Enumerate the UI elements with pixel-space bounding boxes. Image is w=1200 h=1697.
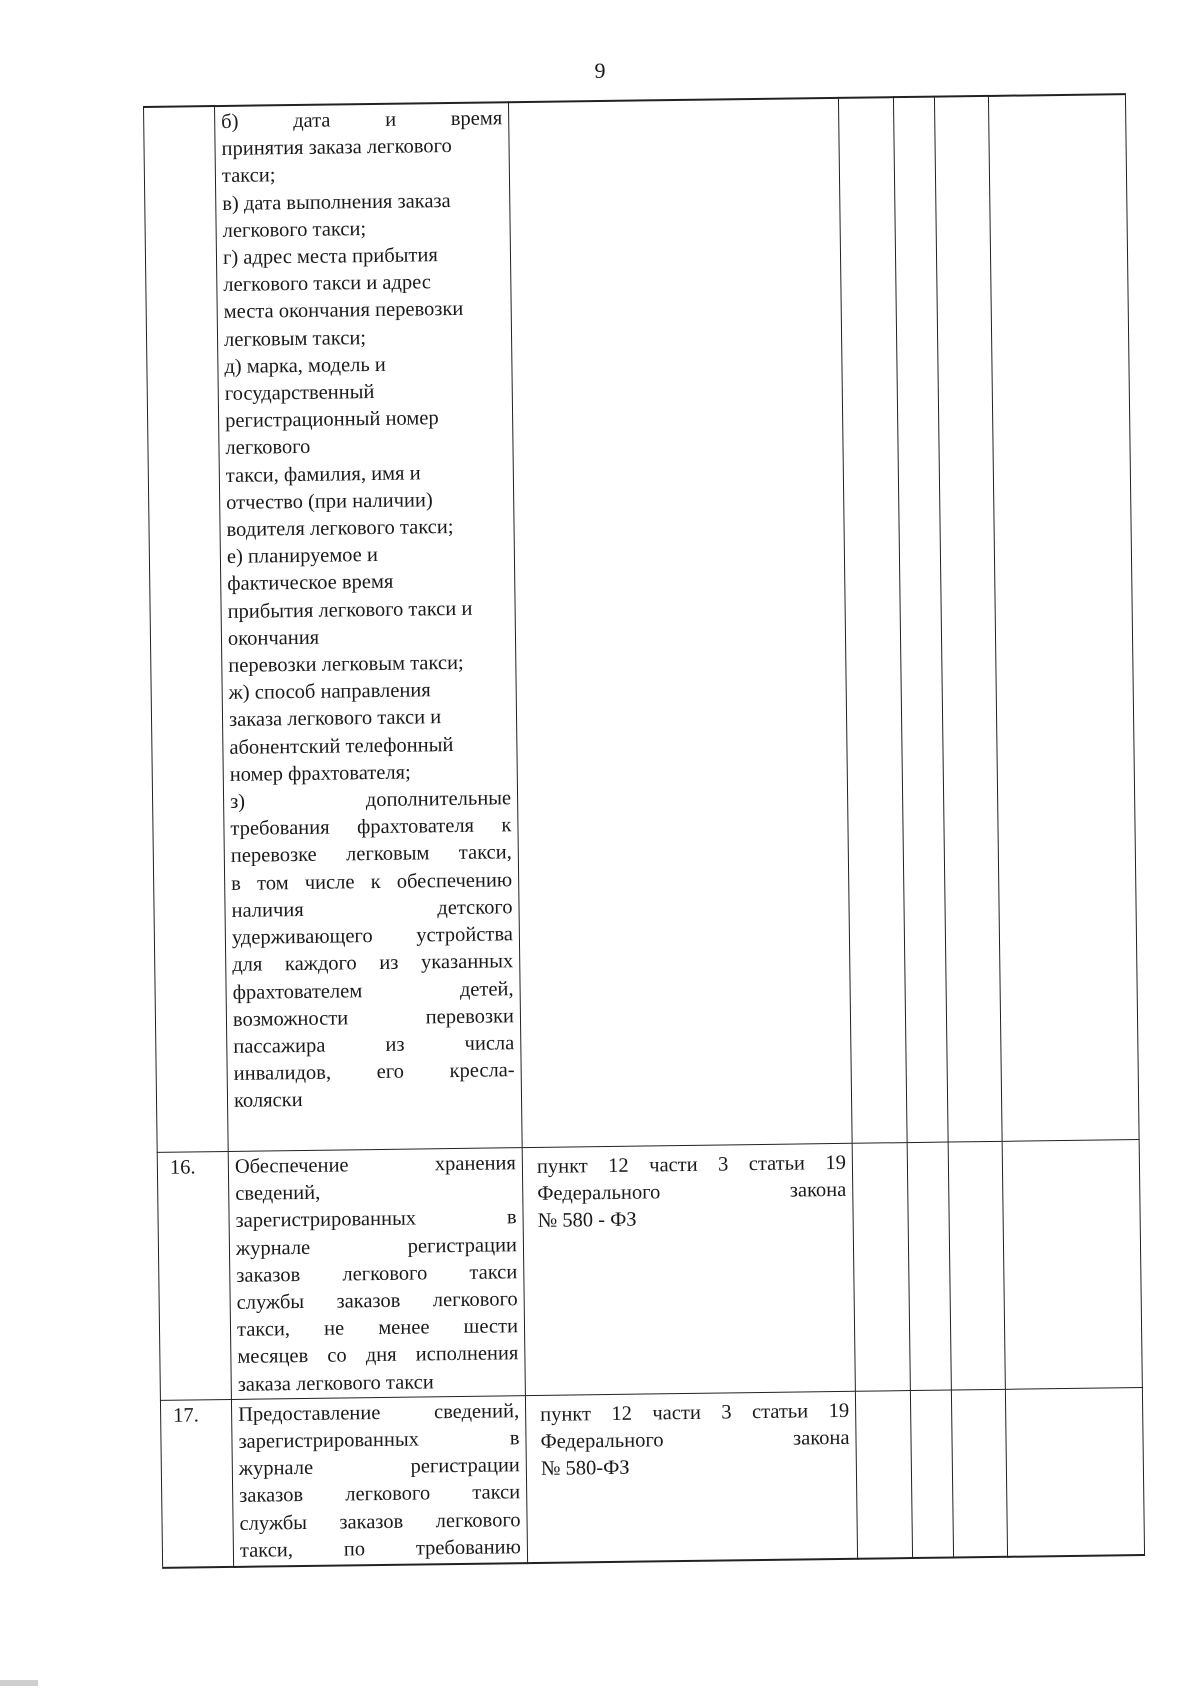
requirement-line: пассажира из числа: [233, 1032, 515, 1058]
assessment-cell: [1005, 1387, 1144, 1556]
requirement-line: легковым такси;: [223, 326, 367, 351]
requirement-line: Обеспечение хранения: [234, 1152, 517, 1178]
requirement-line: инвалидов, его кресла-: [233, 1059, 515, 1086]
requirements-table: [143, 93, 1145, 1569]
requirement-line: в) дата выполнения заказа: [222, 189, 451, 215]
requirement-line: для каждого из указанных: [232, 950, 514, 977]
requirement-line: номер фрахтователя;: [229, 761, 411, 786]
requirement-line: такси, по требованию: [239, 1536, 522, 1562]
requirement-line: службы заказов легкового: [239, 1508, 521, 1535]
reference-line: № 580 - ФЗ: [537, 1209, 637, 1233]
requirement-cell: [228, 1148, 525, 1400]
requirement-line: зарегистрированных в: [238, 1427, 520, 1453]
requirement-line: абонентский телефонный: [229, 733, 454, 759]
requirement-line: заказа легкового такси: [237, 1370, 434, 1396]
requirement-line: е) планируемое и: [226, 544, 379, 569]
requirement-line: заказов легкового такси: [236, 1261, 518, 1287]
assessment-cell: [1002, 1140, 1142, 1390]
requirement-line: перевозки легковым такси;: [228, 651, 464, 677]
requirement-line: окончания: [227, 626, 320, 650]
requirement-line: заказов легкового такси: [239, 1481, 521, 1508]
reference-line: пункт 12 части 3 статьи 19: [540, 1399, 850, 1426]
requirement-line: месяцев со дня исполнения: [237, 1342, 519, 1369]
requirements-table-container: [143, 93, 1144, 1566]
table-row: [157, 1140, 1142, 1401]
requirement-line: прибытия легкового такси и: [227, 597, 473, 623]
requirement-line: коляски: [233, 1089, 303, 1113]
reference-line: № 580-ФЗ: [540, 1456, 630, 1481]
requirement-line: д) марка, модель и: [224, 353, 386, 378]
requirement-line: водителя легкового такси;: [226, 516, 454, 541]
assessment-cell: [910, 1390, 953, 1558]
requirement-line: такси, не менее шести: [236, 1315, 519, 1342]
requirement-line: Предоставление сведений,: [237, 1400, 520, 1426]
requirement-line: требования фрахтователя к: [230, 814, 512, 841]
reference-line: пункт 12 части 3 статьи 19: [536, 1151, 847, 1178]
requirement-line: сведений,: [235, 1181, 321, 1206]
requirement-line: ж) способ направления: [228, 679, 431, 705]
legal-reference-cell: [522, 1143, 855, 1395]
page-number: 9: [594, 58, 606, 83]
assessment-cell: [855, 1390, 912, 1558]
requirement-line: службы заказов легкового: [236, 1288, 518, 1314]
requirement-line: журнале регистрации: [238, 1454, 520, 1481]
requirement-line: заказа легкового такси и: [228, 706, 442, 732]
requirement-line: зарегистрированных в: [235, 1206, 517, 1233]
requirement-line: б) дата и время: [221, 107, 503, 133]
requirement-line: наличия детского: [231, 896, 513, 922]
requirement-line: регистрационный номер: [224, 407, 439, 433]
requirement-line: удерживающего устройства: [231, 923, 514, 950]
table-row: [160, 1387, 1144, 1567]
assessment-cell: [951, 1389, 1007, 1557]
requirement-line: в том числе к обеспечению: [231, 868, 513, 895]
scan-edge-mark: [0, 1680, 38, 1686]
requirement-line: возможности перевозки: [232, 1004, 515, 1031]
requirement-line: такси, фамилия, имя и: [225, 462, 421, 487]
requirement-line: легкового: [225, 436, 311, 460]
reference-line: Федерального закона: [537, 1179, 847, 1206]
reference-line: Федерального закона: [540, 1426, 850, 1453]
requirement-line: журнале регистрации: [235, 1233, 518, 1260]
requirement-line: г) адрес места прибытия: [222, 244, 438, 269]
requirement-line: перевозке легковым такси,: [230, 841, 512, 868]
assessment-cell: [948, 1141, 1005, 1390]
requirement-line: отчество (при наличии): [226, 489, 433, 514]
requirement-line: легкового такси;: [222, 217, 367, 242]
requirement-cell: [231, 1395, 527, 1566]
table-row: [144, 94, 1140, 1152]
assessment-cell: [907, 1142, 951, 1390]
requirement-line: такси;: [221, 164, 276, 188]
requirement-cell: [215, 102, 523, 1151]
assessment-cell: [988, 94, 1139, 1141]
assessment-cell: [852, 1143, 910, 1392]
legal-reference-cell: [508, 98, 852, 1148]
requirement-line: места окончания перевозки: [223, 298, 464, 324]
legal-reference-cell: [525, 1391, 857, 1563]
requirement-line: фрахтователем детей,: [232, 977, 514, 1004]
row-number-cell: [144, 106, 229, 1152]
requirement-line: з) дополнительные: [229, 787, 512, 813]
row-number-cell: 16.: [157, 1151, 231, 1400]
requirement-line: легкового такси и адрес: [223, 271, 431, 297]
row-number-cell: 17.: [160, 1399, 233, 1567]
requirement-line: принятия заказа легкового: [221, 135, 452, 161]
requirement-line: фактическое время: [227, 571, 394, 596]
requirement-line: государственный: [224, 381, 375, 405]
